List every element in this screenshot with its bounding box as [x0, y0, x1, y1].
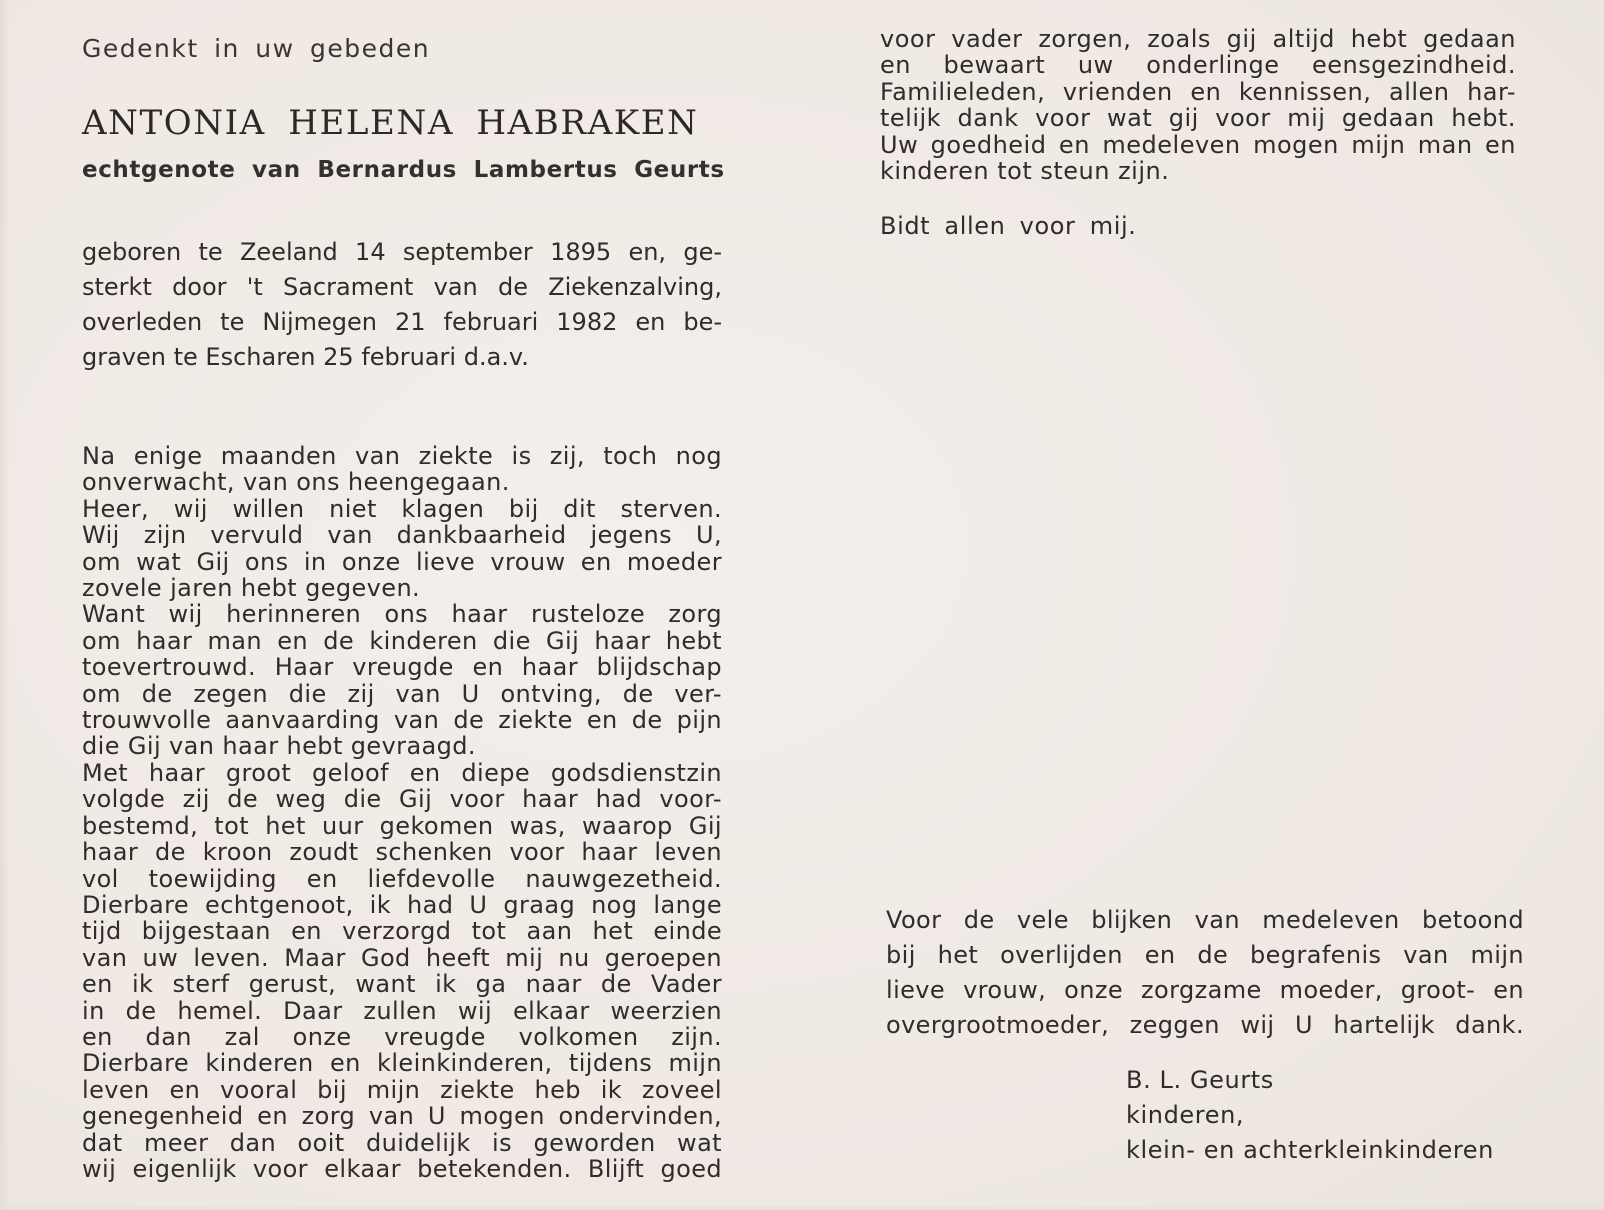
signature-line: kinderen, [1126, 1101, 1245, 1129]
bio-line: overleden te Nijmegen 21 februari 1982 en be- [82, 308, 722, 336]
memorial-line: kinderen tot steun zijn. [880, 157, 1170, 186]
memorial-line: toevertrouwd. Haar vreugde en haar blijdschap [82, 653, 722, 682]
memorial-line: Want wij herinneren ons haar rusteloze zorg [82, 600, 722, 629]
memorial-line: in de hemel. Daar zullen wij elkaar weerzien [82, 996, 722, 1025]
memorial-line: Dierbare echtgenoot, ik had U graag nog lange [82, 890, 722, 919]
thanks-line: lieve vrouw, onze zorgzame moeder, groot- en [886, 976, 1524, 1004]
memorial-line: leven en vooral bij mijn ziekte heb ik zoveel [82, 1075, 722, 1104]
memorial-line: bestemd, tot het uur gekomen was, waarop Gij [82, 811, 722, 840]
thanks-line: bij het overlijden en de begrafenis van mijn [886, 941, 1524, 969]
memorial-line: onverwacht, van ons heengegaan. [82, 468, 510, 497]
memorial-line: van uw leven. Maar God heeft mij nu geroepen [82, 943, 722, 972]
memorial-line: om wat Gij ons in onze lieve vrouw en moeder [82, 547, 722, 576]
thanks-paragraph [886, 903, 1524, 1043]
signature-line: klein- en achterkleinkinderen [1126, 1136, 1494, 1164]
memorial-line: telijk dank voor wat gij voor mij gedaan hebt. [880, 104, 1516, 133]
signature-block [1126, 1063, 1494, 1168]
memorial-line: Familieleden, vrienden en kennissen, allen har- [880, 77, 1516, 106]
memorial-line: Met haar groot geloof en diepe godsdienstzin [82, 758, 722, 787]
thanks-line: overgrootmoeder, zeggen wij U hartelijk dank. [886, 1011, 1524, 1039]
memorial-line: tijd bijgestaan en verzorgd tot aan het einde [82, 917, 722, 946]
card-edge-shadow [0, 0, 10, 1210]
biography-paragraph [82, 235, 722, 375]
thanks-line: Voor de vele blijken van medeleven betoond [886, 906, 1524, 934]
memorial-line: vol toewijding en liefdevolle nauwgezetheid. [82, 864, 722, 893]
memorial-line: genegenheid en zorg van U mogen ondervinden, [82, 1102, 722, 1131]
memorial-line: volgde zij de weg die Gij voor haar had voor- [82, 785, 722, 814]
left-page [82, 28, 725, 1183]
memorial-line: om haar man en de kinderen die Gij haar hebt [82, 626, 722, 655]
card-bottom-shadow [0, 1204, 1604, 1210]
memorial-text [82, 443, 722, 1182]
prayer-request: Bidt allen voor mij. [880, 212, 1137, 241]
memorial-line: en dan zal onze vreugde volkomen zijn. [82, 1022, 722, 1051]
memorial-line: dat meer dan ooit duidelijk is geworden wat [82, 1128, 722, 1157]
right-page [880, 26, 1522, 240]
bio-line: sterkt door 't Sacrament van de Ziekenzalving, [82, 273, 722, 301]
memorial-line: Na enige maanden van ziekte is zij, toch nog [82, 442, 722, 470]
memorial-line: zovele jaren hebt gegeven. [82, 574, 421, 603]
bio-line: geboren te Zeeland 14 september 1895 en, ge- [82, 238, 722, 266]
memorial-line: en ik sterf gerust, want ik ga naar de Vader [82, 970, 722, 999]
memorial-line: om de zegen die zij van U ontving, de ver- [82, 679, 722, 708]
memorial-line: wij eigenlijk voor elkaar betekenden. Blijft goed [82, 1154, 722, 1183]
spouse-line: echtgenote van Bernardus Lambertus Geurts [82, 157, 725, 183]
memorial-line: voor vader zorgen, zoals gij altijd hebt gedaan [880, 25, 1516, 53]
signature-line: B. L. Geurts [1126, 1066, 1274, 1094]
memorial-line: haar de kroon zoudt schenken voor haar leven [82, 838, 722, 867]
memorial-line: Uw goedheid en medeleven mogen mijn man en [880, 130, 1516, 159]
bio-line: graven te Escharen 25 februari d.a.v. [82, 343, 529, 371]
memorial-line: Heer, wij willen niet klagen bij dit sterven. [82, 494, 722, 523]
memorial-text-continued [880, 26, 1516, 184]
memorial-line: die Gij van haar hebt gevraagd. [82, 732, 476, 761]
deceased-name: ANTONIA HELENA HABRAKEN [82, 103, 699, 143]
prayer-header: Gedenkt in uw gebeden [82, 34, 431, 63]
memorial-line: Dierbare kinderen en kleinkinderen, tijdens mijn [82, 1049, 722, 1078]
memorial-line: en bewaart uw onderlinge eensgezindheid. [880, 51, 1516, 80]
memorial-line: Wij zijn vervuld van dankbaarheid jegens U, [82, 521, 722, 550]
memorial-line: trouwvolle aanvaarding van de ziekte en de pijn [82, 706, 722, 735]
